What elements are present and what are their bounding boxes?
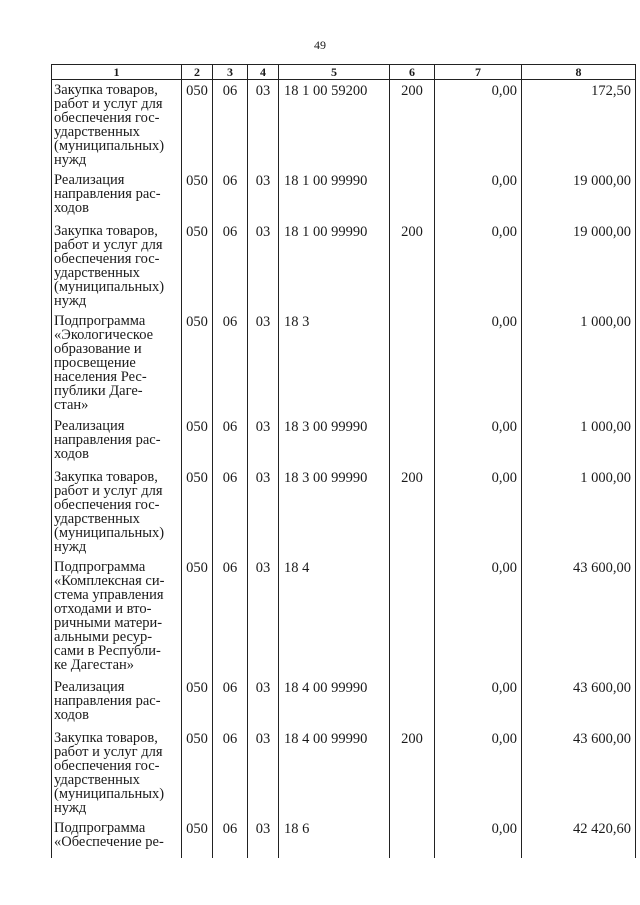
- row-name-line: публики Даге-: [54, 382, 143, 399]
- row-name: [52, 80, 182, 170]
- col-subsection: 03: [248, 728, 279, 818]
- row-name-line: направления рас-: [54, 431, 161, 448]
- col-admin: 050: [182, 728, 213, 818]
- row-name-line: Подпрограмма: [54, 819, 146, 836]
- header-cell: 1: [52, 65, 182, 80]
- row-name-line: Закупка товаров,: [54, 468, 158, 485]
- col-section: 06: [213, 467, 248, 557]
- row-name-line: ходов: [54, 199, 90, 216]
- row-name-line: Закупка товаров,: [54, 82, 158, 98]
- col-target: 18 4 00 99990: [279, 728, 390, 818]
- row-name-line: работ и услуг для: [54, 96, 163, 112]
- row-name-line: (муниципальных): [54, 785, 165, 802]
- col-subsection: 03: [248, 557, 279, 677]
- row-name-line: населения Рес-: [54, 368, 147, 385]
- col-admin: 050: [182, 170, 213, 221]
- row-name-line: стема управления: [54, 586, 164, 603]
- table-row: [52, 557, 636, 677]
- col-amount-7: 0,00: [435, 557, 522, 677]
- col-target: 18 1 00 59200: [279, 80, 390, 170]
- header-cell: 6: [390, 65, 435, 80]
- col-amount-8: 42 420,60: [522, 818, 636, 858]
- col-section: 06: [213, 221, 248, 311]
- row-name: [52, 311, 182, 416]
- col-amount-8: 1 000,00: [522, 311, 636, 416]
- row-name-line: Реализация: [54, 678, 125, 695]
- row-name-line: нужд: [54, 538, 87, 555]
- col-target: 18 4 00 99990: [279, 677, 390, 728]
- row-name-line: Подпрограмма: [54, 558, 146, 575]
- header-cell: 2: [182, 65, 213, 80]
- row-name-line: ударственных: [54, 510, 140, 527]
- header-row: [52, 65, 636, 80]
- col-section: 06: [213, 311, 248, 416]
- col-amount-7: 0,00: [435, 311, 522, 416]
- col-expense-type: 200: [390, 221, 435, 311]
- row-name-line: просвещение: [54, 354, 136, 371]
- row-name-line: образование и: [54, 340, 142, 357]
- col-subsection: 03: [248, 221, 279, 311]
- row-name-line: работ и услуг для: [54, 236, 163, 253]
- col-expense-type: [390, 311, 435, 416]
- col-expense-type: [390, 170, 435, 221]
- col-expense-type: 200: [390, 728, 435, 818]
- col-target: 18 3 00 99990: [279, 416, 390, 467]
- row-name-line: «Экологическое: [54, 326, 154, 343]
- col-amount-7: 0,00: [435, 677, 522, 728]
- table-row: [52, 416, 636, 467]
- row-name-line: нужд: [54, 292, 87, 309]
- col-admin: 050: [182, 221, 213, 311]
- row-name-line: ударственных: [54, 124, 140, 140]
- row-name-line: ходов: [54, 706, 90, 723]
- col-expense-type: [390, 416, 435, 467]
- row-name: [52, 677, 182, 728]
- col-section: 06: [213, 80, 248, 170]
- row-name-line: направления рас-: [54, 692, 161, 709]
- col-subsection: 03: [248, 170, 279, 221]
- row-name-line: ударственных: [54, 264, 140, 281]
- row-name-line: Закупка товаров,: [54, 729, 158, 746]
- col-amount-7: 0,00: [435, 170, 522, 221]
- row-name-line: отходами и вто-: [54, 600, 152, 617]
- col-subsection: 03: [248, 311, 279, 416]
- col-amount-8: 43 600,00: [522, 728, 636, 818]
- col-subsection: 03: [248, 818, 279, 858]
- col-subsection: 03: [248, 677, 279, 728]
- row-name-line: нужд: [54, 152, 87, 168]
- col-target: 18 6: [279, 818, 390, 858]
- row-name-line: Реализация: [54, 171, 125, 188]
- table-row: [52, 221, 636, 311]
- row-name-line: работ и услуг для: [54, 482, 163, 499]
- col-subsection: 03: [248, 467, 279, 557]
- row-name-line: Подпрограмма: [54, 312, 146, 329]
- row-name: [52, 416, 182, 467]
- header-cell: 4: [248, 65, 279, 80]
- header-cell: 3: [213, 65, 248, 80]
- col-subsection: 03: [248, 80, 279, 170]
- col-amount-7: 0,00: [435, 80, 522, 170]
- col-expense-type: 200: [390, 80, 435, 170]
- row-name-line: ричными матери-: [54, 614, 163, 631]
- col-admin: 050: [182, 557, 213, 677]
- row-name-line: направления рас-: [54, 185, 161, 202]
- col-amount-8: 19 000,00: [522, 221, 636, 311]
- col-expense-type: [390, 557, 435, 677]
- table-row: [52, 728, 636, 818]
- row-name-line: альными ресур-: [54, 628, 153, 645]
- row-name-line: обеспечения гос-: [54, 250, 160, 267]
- col-expense-type: [390, 818, 435, 858]
- col-amount-8: 43 600,00: [522, 557, 636, 677]
- col-amount-7: 0,00: [435, 467, 522, 557]
- col-section: 06: [213, 728, 248, 818]
- col-section: 06: [213, 818, 248, 858]
- col-admin: 050: [182, 80, 213, 170]
- row-name-line: обеспечения гос-: [54, 496, 160, 513]
- col-amount-8: 1 000,00: [522, 416, 636, 467]
- table-row: [52, 80, 636, 170]
- table-row: [52, 677, 636, 728]
- row-name-line: нужд: [54, 799, 87, 816]
- row-name-line: Закупка товаров,: [54, 222, 158, 239]
- col-section: 06: [213, 677, 248, 728]
- budget-table: [51, 64, 636, 858]
- row-name: [52, 170, 182, 221]
- col-target: 18 3: [279, 311, 390, 416]
- col-expense-type: [390, 677, 435, 728]
- col-amount-8: 43 600,00: [522, 677, 636, 728]
- row-name-line: (муниципальных): [54, 138, 165, 154]
- col-admin: 050: [182, 416, 213, 467]
- page-number: 49: [314, 38, 326, 52]
- row-name-line: стан»: [54, 396, 89, 413]
- col-target: 18 1 00 99990: [279, 170, 390, 221]
- row-name-line: ударственных: [54, 771, 140, 788]
- row-name: [52, 818, 182, 858]
- col-admin: 050: [182, 818, 213, 858]
- col-amount-7: 0,00: [435, 818, 522, 858]
- table-row: [52, 818, 636, 858]
- row-name-line: обеспечения гос-: [54, 757, 160, 774]
- col-amount-8: 1 000,00: [522, 467, 636, 557]
- header-cell: 8: [522, 65, 636, 80]
- table-row: [52, 170, 636, 221]
- row-name: [52, 221, 182, 311]
- row-name-line: Реализация: [54, 417, 125, 434]
- col-expense-type: 200: [390, 467, 435, 557]
- col-amount-8: 19 000,00: [522, 170, 636, 221]
- row-name-line: «Обеспечение ре-: [54, 833, 164, 850]
- col-section: 06: [213, 170, 248, 221]
- col-amount-8: 172,50: [522, 80, 636, 170]
- col-admin: 050: [182, 311, 213, 416]
- row-name-line: обеспечения гос-: [54, 110, 160, 126]
- row-name-line: ке Дагестан»: [54, 656, 135, 673]
- col-target: 18 3 00 99990: [279, 467, 390, 557]
- col-amount-7: 0,00: [435, 416, 522, 467]
- header-cell: 5: [279, 65, 390, 80]
- col-target: 18 4: [279, 557, 390, 677]
- col-amount-7: 0,00: [435, 221, 522, 311]
- col-section: 06: [213, 416, 248, 467]
- col-section: 06: [213, 557, 248, 677]
- row-name-line: (муниципальных): [54, 524, 165, 541]
- col-admin: 050: [182, 677, 213, 728]
- row-name-line: ходов: [54, 445, 90, 462]
- row-name-line: (муниципальных): [54, 278, 165, 295]
- col-amount-7: 0,00: [435, 728, 522, 818]
- col-subsection: 03: [248, 416, 279, 467]
- row-name: [52, 728, 182, 818]
- table-row: [52, 311, 636, 416]
- row-name-line: сами в Республи-: [54, 642, 161, 659]
- header-cell: 7: [435, 65, 522, 80]
- col-admin: 050: [182, 467, 213, 557]
- col-target: 18 1 00 99990: [279, 221, 390, 311]
- table-row: [52, 467, 636, 557]
- row-name: [52, 557, 182, 677]
- row-name-line: работ и услуг для: [54, 743, 163, 760]
- row-name: [52, 467, 182, 557]
- row-name-line: «Комплексная си-: [54, 572, 165, 589]
